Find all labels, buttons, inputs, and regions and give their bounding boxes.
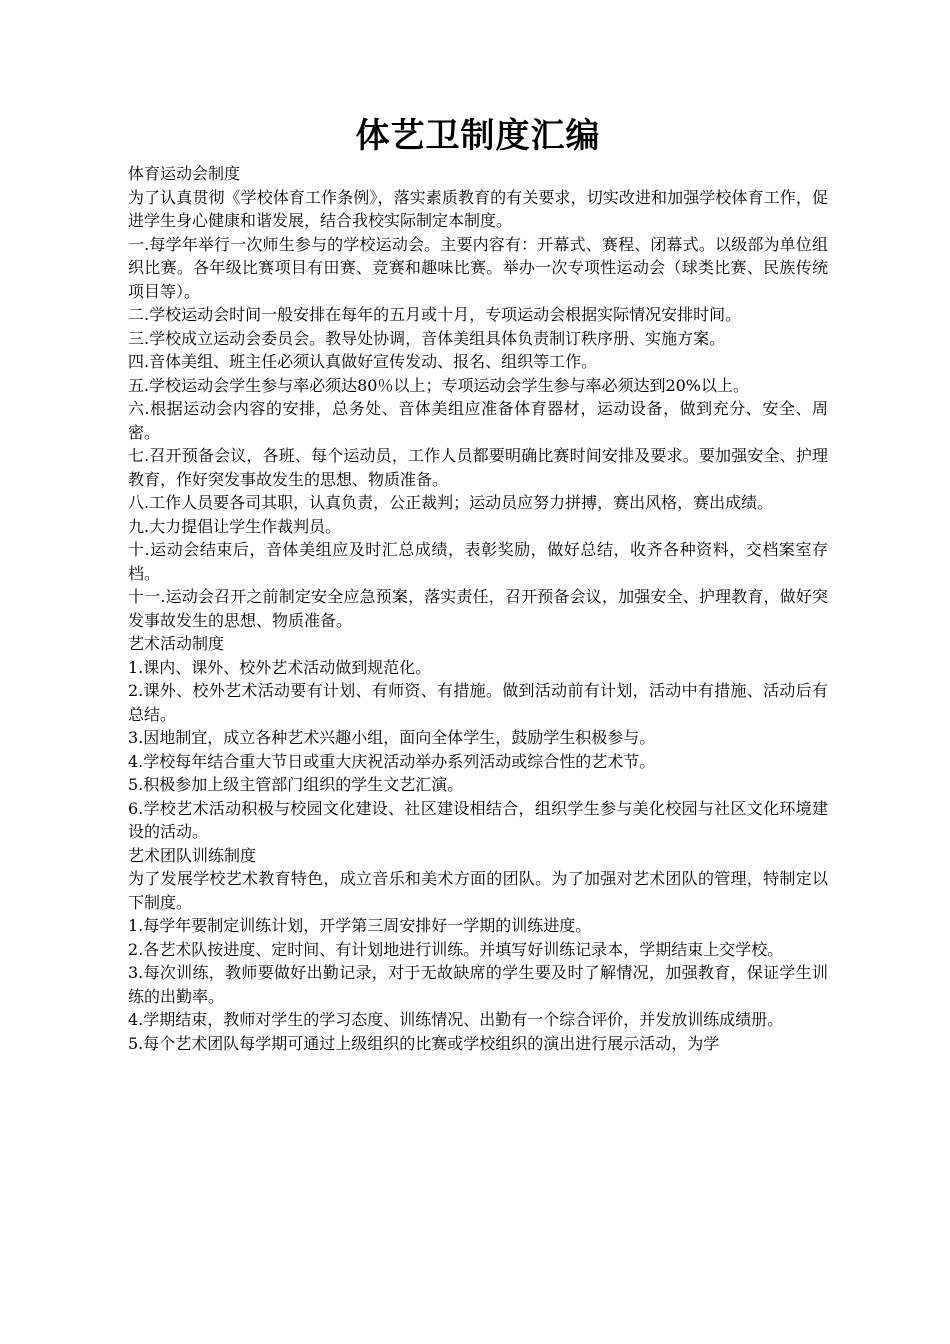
paragraph: 2.各艺术队按进度、定时间、有计划地进行训练。并填写好训练记录本，学期结束上交学校。 [128,939,784,959]
document-page [128,112,828,1055]
paragraph: 四.音体美组、班主任必须认真做好宣传发动、报名、组织等工作。 [128,352,598,371]
paragraph: 1.每学年要制定训练计划，开学第三周安排好一学期的训练进度。 [128,916,592,935]
paragraph: 五.学校运动会学生参与率必须达80％以上；专项运动会学生参与率必须达到20%以上。 [128,375,750,395]
paragraph: 十一.运动会召开之前制定安全应急预案，落实责任，召开预备会议，加强安全、护理教育，做好突发事故发生的思想、物质准备。 [128,587,828,630]
paragraph: 为了发展学校艺术教育特色，成立音乐和美术方面的团队。为了加强对艺术团队的管理，特制定以下制度。 [128,869,828,912]
paragraph: 八.工作人员要各司其职，认真负责，公正裁判；运动员应努力拼搏，赛出风格，赛出成绩。 [128,493,774,512]
paragraph: 艺术活动制度 [128,634,225,653]
paragraph: 为了认真贯彻《学校体育工作条例》，落实素质教育的有关要求，切实改进和加强学校体育工作，促进学生身心健康和谐发展，结合我校实际制定本制度。 [128,187,828,230]
paragraph: 3.每次训练，教师要做好出勤记录，对于无故缺席的学生要及时了解情况，加强教育，保证学生训练的出勤率。 [128,963,828,1006]
paragraph: 九.大力提倡让学生作裁判员。 [128,516,342,536]
paragraph: 体育运动会制度 [128,164,241,183]
paragraph: 1.课内、课外、校外艺术活动做到规范化。 [128,657,432,677]
paragraph: 5.积极参加上级主管部门组织的学生文艺汇演。 [128,775,464,794]
document-title: 体艺卫制度汇编 [355,116,601,156]
paragraph: 七.召开预备会议，各班、每个运动员，工作人员都要明确比赛时间安排及要求。要加强安全、护理教育，作好突发事故发生的思想、物质准备。 [128,446,828,489]
paragraph: 十.运动会结束后，音体美组应及时汇总成绩，表彰奖励，做好总结，收齐各种资料，交档案室存档。 [128,540,828,583]
document-body [128,162,828,1055]
paragraph: 6.学校艺术活动积极与校园文化建设、社区建设相结合，组织学生参与美化校园与社区文化环境建设的活动。 [128,798,828,841]
paragraph: 2.课外、校外艺术活动要有计划、有师资、有措施。做到活动前有计划，活动中有措施、活动后有总结。 [128,681,828,724]
paragraph: 二.学校运动会时间一般安排在每年的五月或十月，专项运动会根据实际情况安排时间。 [128,305,742,324]
paragraph: 艺术团队训练制度 [128,845,257,865]
paragraph: 六.根据运动会内容的安排，总务处、音体美组应准备体育器材，运动设备，做到充分、安全、周密。 [128,399,828,442]
paragraph: 4.学期结束，教师对学生的学习态度、训练情况、出勤有一个综合评价，并发放训练成绩册。 [128,1010,784,1029]
paragraph: 3.因地制宜，成立各种艺术兴趣小组，面向全体学生，鼓励学生积极参与。 [128,728,656,747]
paragraph: 5.每个艺术团队每学期可通过上级组织的比赛或学校组织的演出进行展示活动，为学 [128,1033,720,1053]
paragraph: 三.学校成立运动会委员会。教导处协调，音体美组具体负责制订秩序册、实施方案。 [128,328,726,348]
paragraph: 4.学校每年结合重大节日或重大庆祝活动举办系列活动或综合性的艺术节。 [128,751,656,771]
paragraph: 一.每学年举行一次师生参与的学校运动会。主要内容有：开幕式、赛程、闭幕式。以级部为单位组织比赛。各年级比赛项目有田赛、竞赛和趣味比赛。举办一次专项性运动会（球类比赛、民族传统项目等）。 [128,234,828,301]
